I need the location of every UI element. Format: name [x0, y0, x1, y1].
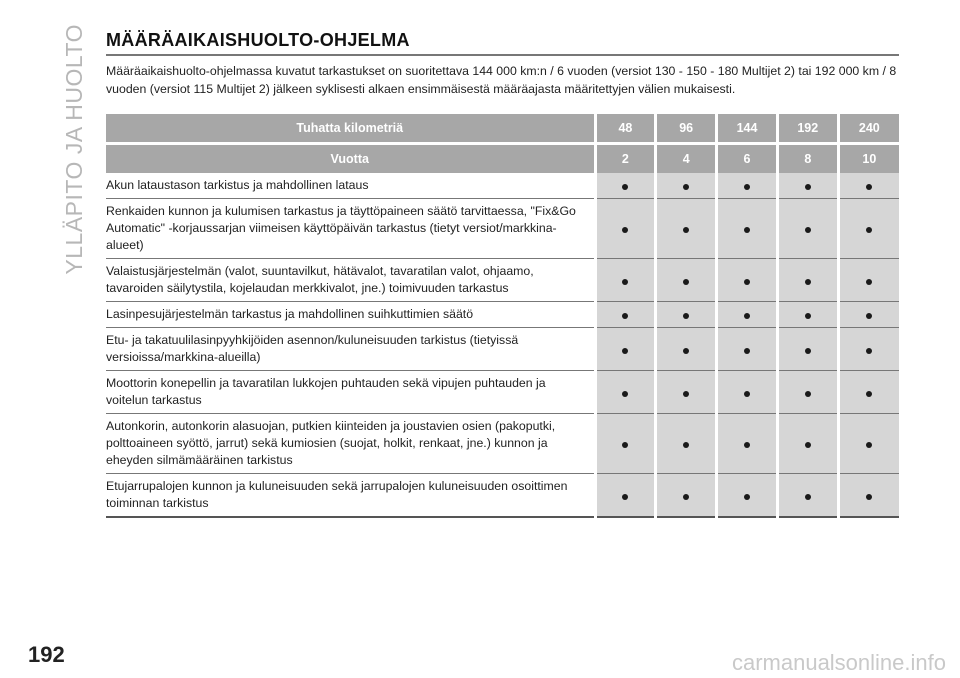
year-header-row: [106, 144, 899, 174]
interval-cell: [777, 199, 838, 259]
interval-cell: [656, 302, 717, 328]
interval-cell: [838, 302, 899, 328]
section-side-title-text: YLLÄPITO JA HUOLTO: [60, 24, 87, 275]
bullet-icon: [744, 227, 750, 233]
interval-cell: [717, 199, 778, 259]
year-header-value: 8: [777, 144, 838, 174]
footer-watermark: carmanualsonline.info: [731, 650, 946, 675]
bullet-icon: [744, 313, 750, 319]
interval-cell: [838, 328, 899, 371]
page-content: [106, 30, 899, 518]
bullet-icon: [866, 348, 872, 354]
interval-cell: [777, 371, 838, 414]
km-header-value: 240: [838, 114, 899, 144]
interval-cell: [717, 414, 778, 474]
interval-cell: [777, 414, 838, 474]
interval-cell: [838, 259, 899, 302]
page-heading: MÄÄRÄAIKAISHUOLTO-OHJELMA: [106, 30, 899, 56]
bullet-icon: [683, 279, 689, 285]
bullet-icon: [622, 227, 628, 233]
table-row: [106, 259, 899, 302]
bullet-icon: [866, 184, 872, 190]
km-header-value: 48: [595, 114, 656, 144]
bullet-icon: [866, 313, 872, 319]
bullet-icon: [683, 442, 689, 448]
check-description: Akun lataustason tarkistus ja mahdollinen lataus: [106, 173, 595, 199]
check-description: Etujarrupalojen kunnon ja kuluneisuuden sekä jarrupalojen kuluneisuuden osoittimen toiminnan tarkistus: [106, 474, 595, 518]
bullet-icon: [744, 184, 750, 190]
interval-cell: [838, 414, 899, 474]
interval-cell: [717, 259, 778, 302]
interval-cell: [777, 328, 838, 371]
bullet-icon: [744, 348, 750, 354]
interval-cell: [595, 371, 656, 414]
interval-cell: [838, 371, 899, 414]
bullet-icon: [805, 391, 811, 397]
bullet-icon: [622, 391, 628, 397]
bullet-icon: [866, 442, 872, 448]
bullet-icon: [622, 494, 628, 500]
bullet-icon: [744, 279, 750, 285]
bullet-icon: [683, 227, 689, 233]
maintenance-schedule-table: [106, 114, 899, 518]
interval-cell: [595, 474, 656, 518]
interval-cell: [595, 173, 656, 199]
interval-cell: [595, 302, 656, 328]
check-description: Moottorin konepellin ja tavaratilan lukkojen puhtauden sekä vipujen puhtauden ja voitelun tarkastus: [106, 371, 595, 414]
table-row: [106, 371, 899, 414]
year-header-value: 2: [595, 144, 656, 174]
interval-cell: [595, 199, 656, 259]
interval-cell: [656, 474, 717, 518]
bullet-icon: [622, 348, 628, 354]
bullet-icon: [805, 348, 811, 354]
interval-cell: [777, 474, 838, 518]
bullet-icon: [805, 313, 811, 319]
bullet-icon: [805, 227, 811, 233]
interval-cell: [656, 259, 717, 302]
interval-cell: [717, 328, 778, 371]
year-header-label: Vuotta: [106, 144, 595, 174]
interval-cell: [777, 173, 838, 199]
table-row: [106, 199, 899, 259]
check-description: Renkaiden kunnon ja kulumisen tarkastus ja täyttöpaineen säätö tarvittaessa, "Fix&Go Automatic" -korjaussarjan viimeisen käyttöpäivän tarkastus (tietyt versiot/markkina-alueet): [106, 199, 595, 259]
bullet-icon: [622, 313, 628, 319]
bullet-icon: [683, 348, 689, 354]
bullet-icon: [683, 313, 689, 319]
bullet-icon: [622, 184, 628, 190]
table-row: [106, 414, 899, 474]
bullet-icon: [683, 184, 689, 190]
interval-cell: [838, 199, 899, 259]
bullet-icon: [805, 442, 811, 448]
check-description: Lasinpesujärjestelmän tarkastus ja mahdollinen suihkuttimien säätö: [106, 302, 595, 328]
bullet-icon: [683, 391, 689, 397]
check-description: Autonkorin, autonkorin alasuojan, putkien kiinteiden ja joustavien osien (pakoputki, polttoaineen syöttö, jarrut) sekä kumiosien (suojat, holkit, renkaat, jne.) kunnon ja eheyden silmämääräinen tarkistus: [106, 414, 595, 474]
bullet-icon: [744, 391, 750, 397]
table-row: [106, 302, 899, 328]
interval-cell: [656, 173, 717, 199]
bullet-icon: [866, 279, 872, 285]
table-row: [106, 173, 899, 199]
section-side-title: [54, 24, 94, 274]
year-header-value: 10: [838, 144, 899, 174]
km-header-value: 96: [656, 114, 717, 144]
bullet-icon: [744, 494, 750, 500]
table-row: [106, 474, 899, 518]
interval-cell: [777, 302, 838, 328]
page-number: 192: [28, 642, 65, 667]
bullet-icon: [805, 494, 811, 500]
km-header-value: 192: [777, 114, 838, 144]
interval-cell: [717, 302, 778, 328]
interval-cell: [595, 414, 656, 474]
interval-cell: [717, 371, 778, 414]
km-header-row: [106, 114, 899, 144]
check-description: Valaistusjärjestelmän (valot, suuntavilkut, hätävalot, tavaratilan valot, ohjaamo, tavaroiden säilytystila, kojelaudan merkkivalot, jne.) toimivuuden tarkastus: [106, 259, 595, 302]
year-header-value: 6: [717, 144, 778, 174]
interval-cell: [777, 259, 838, 302]
km-header-value: 144: [717, 114, 778, 144]
interval-cell: [595, 259, 656, 302]
schedule-body: [106, 173, 899, 517]
interval-cell: [656, 371, 717, 414]
table-row: [106, 328, 899, 371]
bullet-icon: [805, 184, 811, 190]
intro-paragraph: Määräaikaishuolto-ohjelmassa kuvatut tarkastukset on suoritettava 144 000 km:n / 6 vuoden (versiot 130 - 150 - 180 Multijet 2) tai 192 000 km / 8 vuoden (versiot 115 Multijet 2) jälkeen syklisesti alkaen ensimmäisestä määräajasta määritettyjen välien mukaisesti.: [106, 64, 897, 96]
bullet-icon: [866, 494, 872, 500]
bullet-icon: [744, 442, 750, 448]
interval-cell: [656, 199, 717, 259]
bullet-icon: [683, 494, 689, 500]
bullet-icon: [622, 442, 628, 448]
interval-cell: [656, 414, 717, 474]
interval-cell: [656, 328, 717, 371]
interval-cell: [838, 474, 899, 518]
year-header-value: 4: [656, 144, 717, 174]
interval-cell: [595, 328, 656, 371]
interval-cell: [838, 173, 899, 199]
check-description: Etu- ja takatuulilasinpyyhkijöiden asennon/kuluneisuuden tarkistus (tietyissä versioissa/markkina-alueilla): [106, 328, 595, 371]
bullet-icon: [805, 279, 811, 285]
interval-cell: [717, 173, 778, 199]
bullet-icon: [622, 279, 628, 285]
km-header-label: Tuhatta kilometriä: [106, 114, 595, 144]
interval-cell: [717, 474, 778, 518]
bullet-icon: [866, 391, 872, 397]
bullet-icon: [866, 227, 872, 233]
